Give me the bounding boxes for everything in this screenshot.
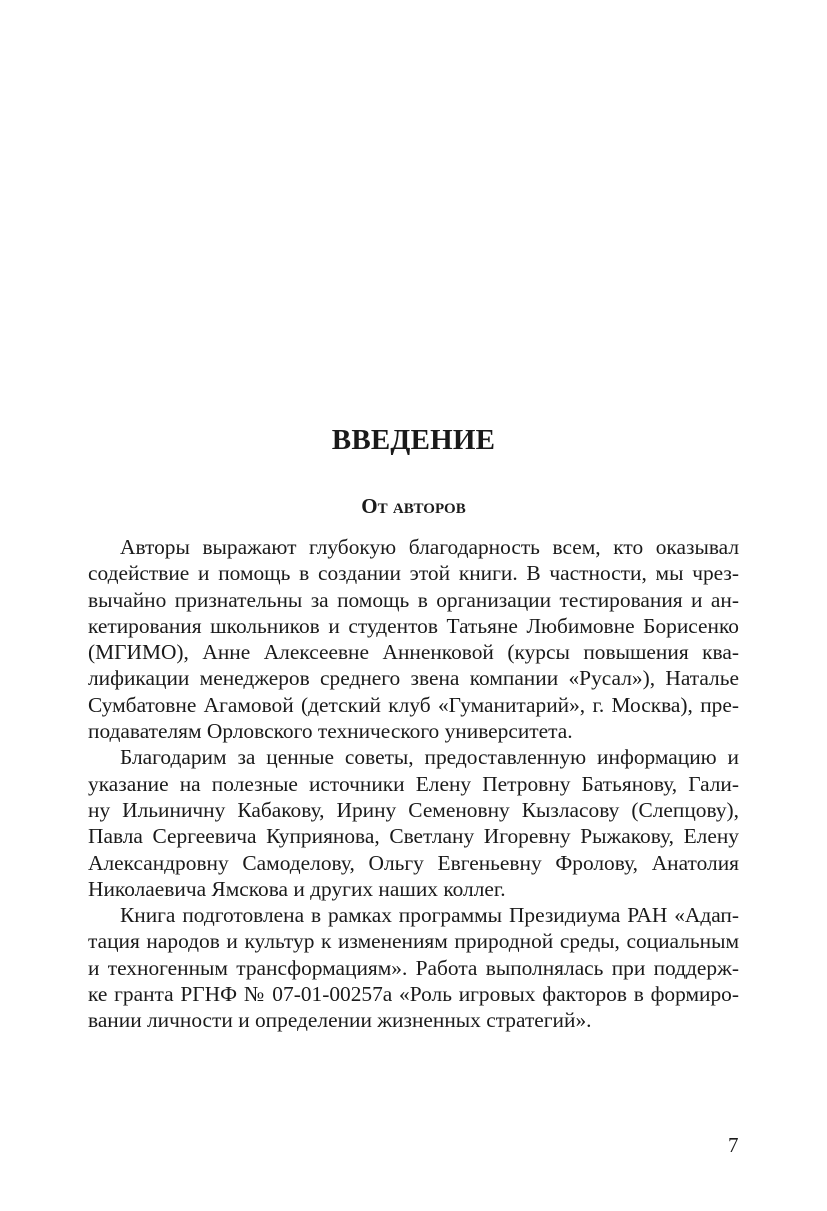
text-line: Александровну Самоделову, Ольгу Евгеньевну Фролову, Анатолия: [88, 850, 739, 875]
paragraph-funding: [88, 902, 739, 1033]
text-line: Книга подготовлена в рамках программы Президиума РАН «Адап-: [120, 903, 739, 928]
text-line: кетирования школьников и студентов Татьяне Любимовне Борисенко: [88, 613, 739, 638]
text-line: содействие и помощь в создании этой книги. В частности, мы чрез-: [88, 561, 739, 586]
body-text: [88, 534, 739, 1034]
text-line: указание на полезные источники Елену Петровну Батьянову, Гали-: [88, 771, 739, 796]
text-line: Николаевича Ямскова и других наших коллег.: [88, 876, 506, 901]
text-line: вании личности и определении жизненных стратегий».: [88, 1008, 592, 1033]
text-line: Сумбатовне Агамовой (детский клуб «Гуманитарий», г. Москва), пре-: [88, 692, 739, 717]
page-number: 7: [728, 1133, 739, 1157]
text-line: вычайно признательны за помощь в организации тестирования и ан-: [88, 587, 739, 612]
paragraph-acknowledgement-testing: [88, 534, 739, 744]
text-line: ну Ильиничну Кабакову, Ирину Семеновну Кызласову (Слепцову),: [88, 797, 739, 822]
text-line: лификации менеджеров среднего звена компании «Русал»), Наталье: [88, 666, 739, 691]
text-line: подавателям Орловского технического университета.: [88, 719, 573, 744]
text-line: (МГИМО), Анне Алексеевне Анненковой (курсы повышения ква-: [88, 640, 739, 665]
text-line: Авторы выражают глубокую благодарность всем, кто оказывал: [120, 535, 739, 559]
text-line: Павла Сергеевича Куприянова, Светлану Игоревну Рыжакову, Елену: [88, 824, 739, 849]
paragraph-acknowledgement-advice: [88, 744, 739, 902]
text-line: ке гранта РГНФ № 07-01-00257а «Роль игровых факторов в формиро-: [88, 982, 739, 1007]
chapter-title: ВВЕДЕНИЕ: [331, 424, 496, 456]
text-line: тация народов и культур к изменениям природной среды, социальным: [88, 929, 739, 954]
section-title: От авторов: [361, 494, 466, 518]
text-line: и техногенным трансформациям». Работа выполнялась при поддерж-: [88, 955, 739, 980]
text-line: Благодарим за ценные советы, предоставленную информацию и: [120, 745, 739, 770]
